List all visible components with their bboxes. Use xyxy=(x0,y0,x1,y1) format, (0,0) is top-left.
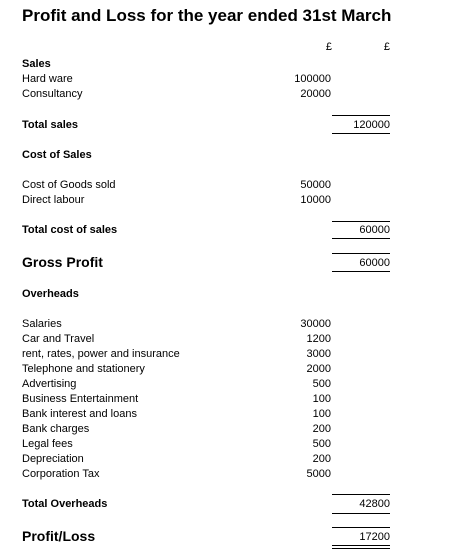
sales-item-value: 20000 xyxy=(300,88,331,100)
total-overheads-value: 42800 xyxy=(359,498,390,510)
rule-line xyxy=(332,253,390,254)
total-sales-label: Total sales xyxy=(22,119,79,131)
overhead-item-label: Business Entertainment xyxy=(22,393,139,405)
gross-profit-label: Gross Profit xyxy=(22,254,103,270)
overhead-item-label: Telephone and stationery xyxy=(22,363,145,375)
rule-line xyxy=(332,548,390,549)
overhead-item-label: Bank charges xyxy=(22,423,90,435)
rule-line xyxy=(332,133,390,134)
currency-header-col1: £ xyxy=(325,41,332,53)
rule-line xyxy=(332,115,390,116)
overhead-item-value: 200 xyxy=(312,423,331,435)
total-overheads-label: Total Overheads xyxy=(22,498,108,510)
cost-item-label: Cost of Goods sold xyxy=(22,179,116,191)
overhead-item-value: 5000 xyxy=(306,468,331,480)
total-cost-of-sales-value: 60000 xyxy=(359,224,390,236)
overhead-item-value: 500 xyxy=(312,438,331,450)
sales-item-label: Hard ware xyxy=(22,73,73,85)
overhead-item-value: 100 xyxy=(312,408,331,420)
overhead-item-label: Car and Travel xyxy=(22,333,95,345)
rule-line xyxy=(332,513,390,514)
overhead-item-value: 500 xyxy=(312,378,331,390)
page-title: Profit and Loss for the year ended 31st March xyxy=(22,6,392,25)
cost-item-label: Direct labour xyxy=(22,194,85,206)
total-cost-of-sales-label: Total cost of sales xyxy=(22,224,118,236)
cost-item-value: 50000 xyxy=(300,179,331,191)
profit-loss-label: Profit/Loss xyxy=(22,528,96,544)
cost-of-sales-heading: Cost of Sales xyxy=(22,149,92,161)
sales-item-label: Consultancy xyxy=(22,88,83,100)
overhead-item-value: 30000 xyxy=(300,318,331,330)
rule-line xyxy=(332,271,390,272)
rule-line xyxy=(332,494,390,495)
currency-header-col2: £ xyxy=(383,41,390,53)
overhead-item-value: 100 xyxy=(312,393,331,405)
rule-line xyxy=(332,545,390,546)
overhead-item-value: 200 xyxy=(312,453,331,465)
overhead-item-label: rent, rates, power and insurance xyxy=(22,348,180,360)
overheads-heading: Overheads xyxy=(22,288,79,300)
rule-line xyxy=(332,527,390,528)
gross-profit-value: 60000 xyxy=(359,257,390,269)
total-sales-value: 120000 xyxy=(353,119,390,131)
rule-line xyxy=(332,238,390,239)
overhead-item-label: Corporation Tax xyxy=(22,468,100,480)
sales-heading: Sales xyxy=(22,58,51,70)
profit-loss-value: 17200 xyxy=(359,531,390,543)
overhead-item-label: Legal fees xyxy=(22,438,73,450)
rule-line xyxy=(332,221,390,222)
sales-item-value: 100000 xyxy=(294,73,331,85)
overhead-item-label: Salaries xyxy=(22,318,62,330)
overhead-item-label: Bank interest and loans xyxy=(22,408,137,420)
cost-item-value: 10000 xyxy=(300,194,331,206)
overhead-item-label: Depreciation xyxy=(22,453,84,465)
overhead-item-value: 3000 xyxy=(306,348,331,360)
overhead-item-value: 1200 xyxy=(306,333,331,345)
overhead-item-label: Advertising xyxy=(22,378,77,390)
overhead-item-value: 2000 xyxy=(306,363,331,375)
